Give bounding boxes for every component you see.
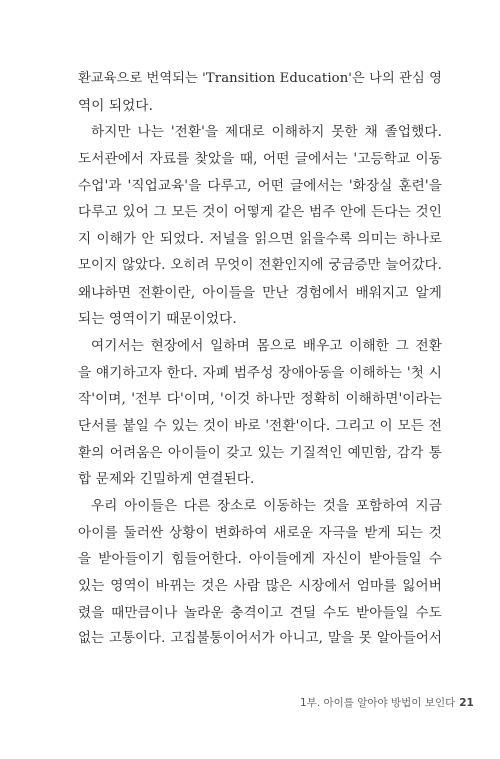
- text-line: 하지만 나는 '전환'을 제대로 이해하지 못한 채 졸업했다.: [91, 124, 442, 141]
- text-line: 을 얘기하고자 한다. 자폐 범주성 장애아동을 이해하는 '첫 시: [78, 364, 442, 381]
- text-line: 모이지 않았다. 오히려 무엇이 전환인지에 궁금증만 늘어갔다.: [78, 257, 442, 273]
- paragraph-2: [78, 119, 442, 333]
- text-line: 을 받아들이기 힘들어한다. 아이들에게 자신이 받아들일 수: [78, 551, 442, 568]
- text-line: 지 이해가 안 되었다. 저널을 읽으면 읽을수록 의미는 하나로: [78, 231, 442, 248]
- text-line: 도서관에서 자료를 찾았을 때, 어떤 글에서는 '고등학교 이동: [78, 151, 442, 168]
- text-line: 합 문제와 긴밀하게 연결된다.: [78, 471, 255, 488]
- text-line: 우리 아이들은 다른 장소로 이동하는 것을 포함하여 지금: [91, 498, 442, 514]
- text-line: 작'이며, '전부 다'이며, '이것 하나만 정확히 이해하면'이라는: [78, 391, 442, 408]
- paragraph-1: [78, 66, 442, 119]
- text-line: 환교육으로 번역되는 'Transition Education'은 나의 관심 영: [78, 71, 442, 86]
- text-line: 단서를 붙일 수 있는 것이 바로 '전환'이다. 그리고 이 모든 전: [78, 417, 442, 434]
- text-line: 수업'과 '직업교육'을 다루고, 어떤 글에서는 '화장실 훈련'을: [78, 177, 442, 194]
- text-line: 없는 고통이다. 고집불통이어서가 아니고, 말을 못 알아들어서: [78, 631, 442, 647]
- text-line: 되는 영역이기 때문이었다.: [78, 311, 237, 328]
- text-line: 환의 어려움은 아이들이 갖고 있는 기질적인 예민함, 감각 통: [78, 444, 442, 461]
- paragraph-3: [78, 333, 442, 493]
- text-line: 여기서는 현장에서 일하며 몸으로 배우고 이해한 그 전환: [91, 337, 442, 354]
- running-title: 1부. 아이를 알아야 방법이 보인다: [300, 697, 456, 709]
- text-line: 왜냐하면 전환이란, 아이들을 만난 경험에서 배워지고 알게: [78, 284, 442, 301]
- paragraph-4: [78, 493, 442, 653]
- text-line: 다루고 있어 그 모든 것이 어떻게 같은 범주 안에 든다는 것인: [78, 204, 442, 221]
- page-footer: [300, 695, 474, 710]
- text-line: 아이를 둘러싼 상황이 변화하여 새로운 자극을 받게 되는 것: [78, 524, 442, 541]
- text-line: 있는 영역이 바뀌는 것은 사람 많은 시장에서 엄마를 잃어버: [78, 578, 442, 595]
- body-text: [78, 66, 442, 653]
- text-line: 렸을 때만큼이나 놀라운 충격이고 견딜 수도 받아들일 수도: [78, 604, 442, 621]
- page-number: 21: [459, 697, 474, 709]
- text-line: 역이 되었다.: [78, 97, 153, 114]
